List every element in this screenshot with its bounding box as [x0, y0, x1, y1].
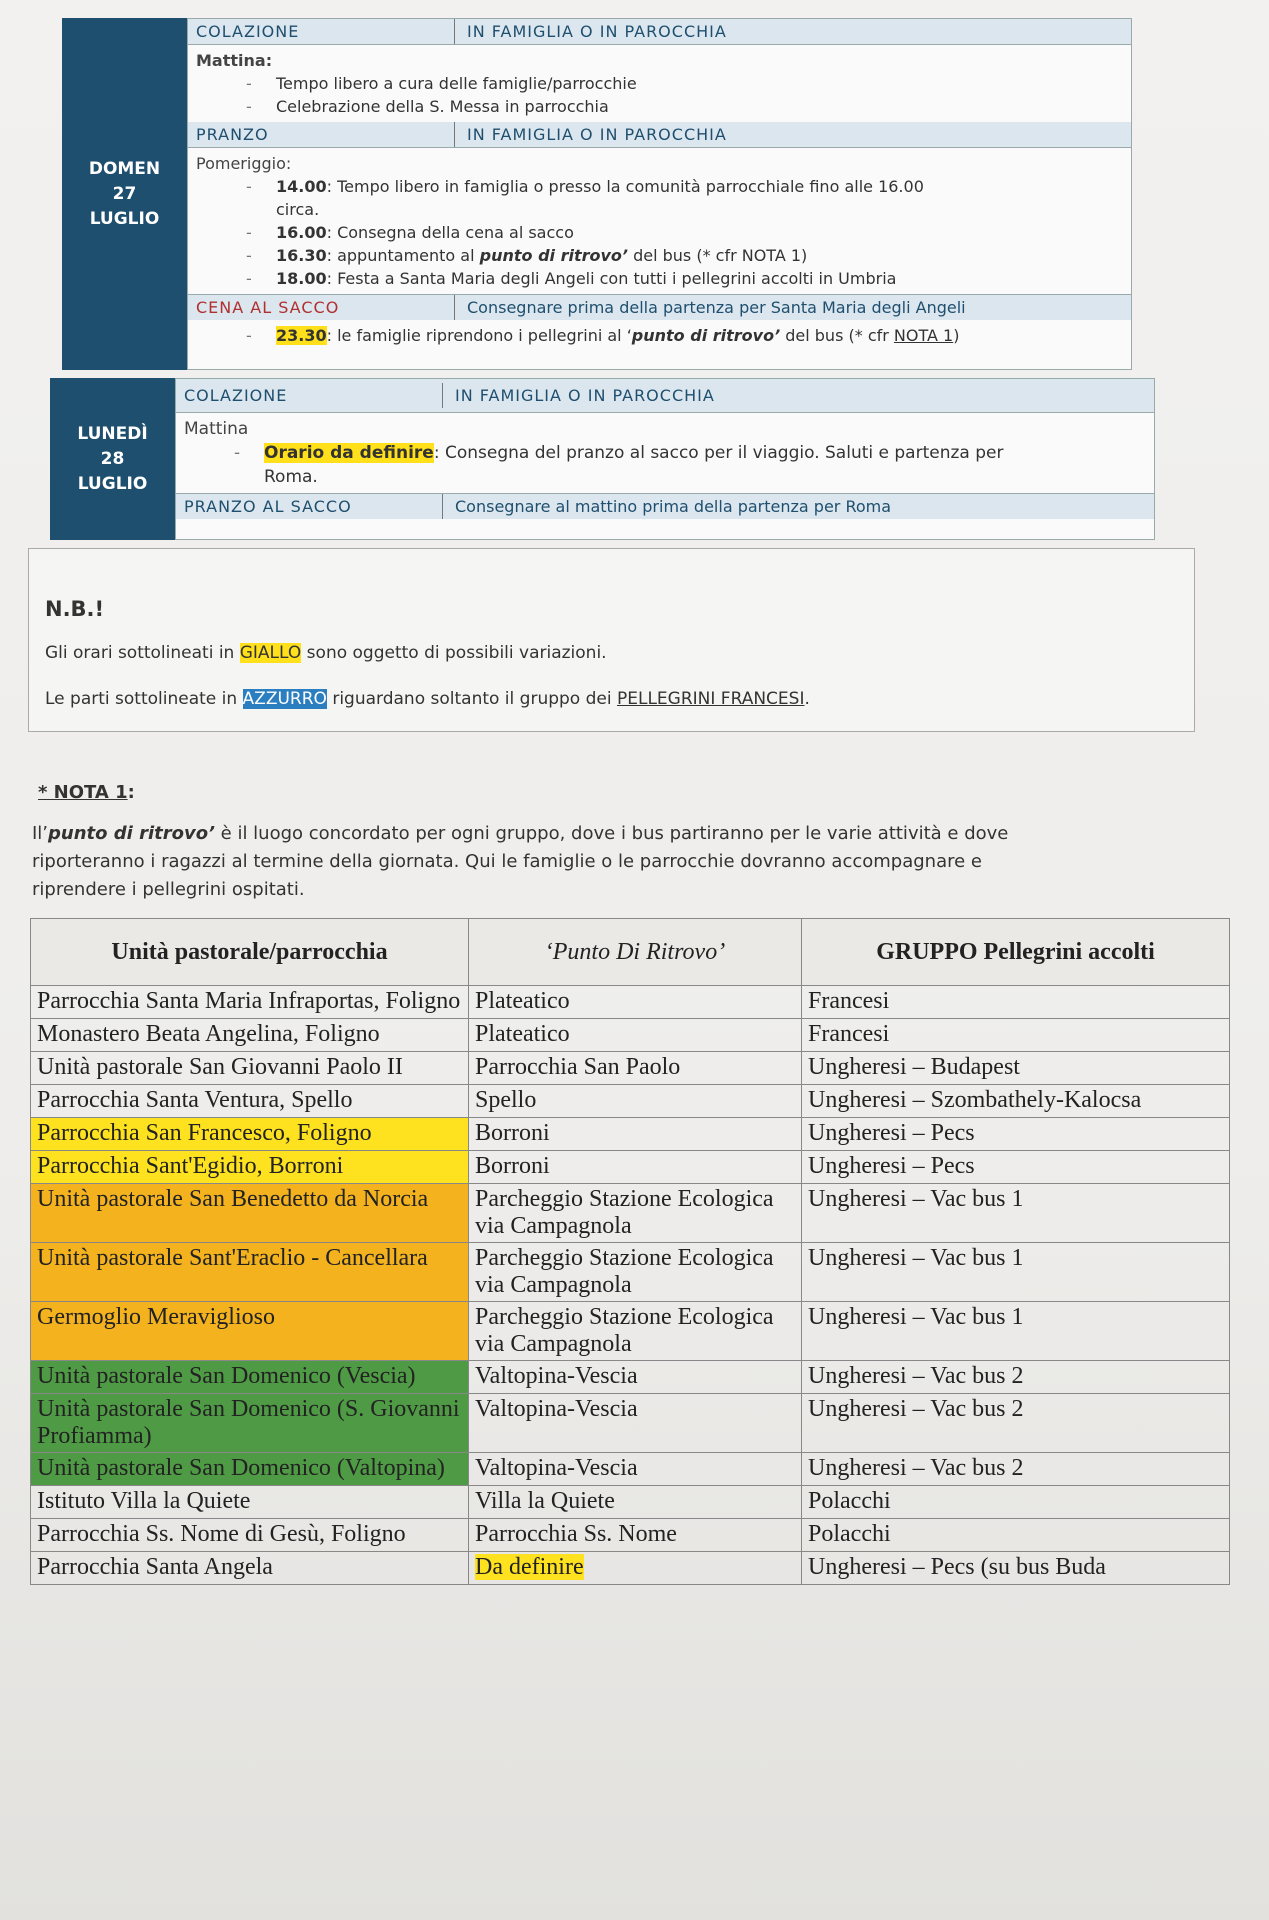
table-cell-unita: [31, 1361, 469, 1394]
text: Gli orari sottolineati in: [45, 643, 240, 663]
table-cell-unita: [31, 1151, 469, 1184]
table-cell-gruppo: [802, 1519, 1230, 1552]
cell-text: Unità pastorale San Domenico (S. Giovanni Profiamma): [37, 1396, 460, 1449]
table-cell-punto: [469, 1302, 802, 1361]
column-header: Unità pastorale/parrocchia: [31, 919, 469, 986]
cell-text: Unità pastorale San Domenico (Vescia): [37, 1363, 416, 1389]
cell-text: Valtopina-Vescia: [475, 1455, 638, 1481]
groups-table: [30, 918, 1230, 1585]
text: ): [953, 326, 960, 345]
table-row: [31, 1394, 1230, 1453]
cell-text: Ungheresi – Vac bus 1: [808, 1304, 1024, 1330]
table-cell-unita: [31, 1302, 469, 1361]
pranzo-row: [176, 493, 1154, 519]
day-label-sunday: [62, 18, 187, 370]
table-row: [31, 1552, 1230, 1585]
table-header-row: [31, 919, 1230, 986]
pomeriggio-section: [188, 148, 1131, 294]
colazione-row: [176, 379, 1154, 413]
table-row: [31, 1361, 1230, 1394]
table-cell-unita: [31, 986, 469, 1019]
mattina-section: [176, 413, 1154, 493]
cell-text: Parrocchia San Francesco, Foligno: [37, 1120, 372, 1146]
pranzo-row: [188, 122, 1131, 148]
cell-text: Valtopina-Vescia: [475, 1363, 638, 1389]
cell-text: Monastero Beata Angelina, Foligno: [37, 1021, 380, 1047]
table-cell-punto: [469, 1243, 802, 1302]
table-cell-unita: [31, 1019, 469, 1052]
table-cell-unita: [31, 1243, 469, 1302]
table-cell-gruppo: [802, 1361, 1230, 1394]
table-row: [31, 1453, 1230, 1486]
cell-text: Polacchi: [808, 1521, 891, 1547]
time: 16.30: [276, 246, 327, 265]
nota-line: [32, 820, 1232, 848]
table-cell-unita: [31, 1052, 469, 1085]
day-name: LUNEDÌ: [77, 423, 148, 444]
nota-link[interactable]: NOTA 1: [893, 326, 954, 345]
text: del bus (* cfr: [780, 326, 894, 345]
cell-text: Valtopina-Vescia: [475, 1396, 638, 1422]
cell-text: Villa la Quiete: [475, 1488, 615, 1514]
text: : Consegna del pranzo al sacco per il viaggio. Saluti e partenza per: [433, 443, 1004, 463]
table-cell-punto: [469, 1085, 802, 1118]
table-cell-punto: [469, 1394, 802, 1453]
table-row: [31, 1052, 1230, 1085]
pomeriggio-cont: circa.: [276, 200, 320, 219]
day-name: DOMEN: [88, 158, 161, 179]
table-cell-gruppo: [802, 1453, 1230, 1486]
table-cell-gruppo: [802, 1019, 1230, 1052]
mattina-item: [184, 441, 1146, 465]
nota-title-text: * NOTA 1: [38, 782, 128, 803]
cell-text: Plateatico: [475, 988, 570, 1014]
cell-text: Plateatico: [475, 1021, 570, 1047]
text: : Tempo libero in famiglia o presso la comunità parrocchiale fino alle 16.00: [326, 177, 924, 196]
colazione-label: COLAZIONE: [176, 383, 443, 408]
cell-text: Parrocchia San Paolo: [475, 1054, 681, 1080]
day-body: [175, 378, 1155, 540]
table-row: [31, 1486, 1230, 1519]
mattina-label: Mattina: [184, 419, 249, 439]
fine-section: [188, 320, 1131, 351]
table-cell-unita: [31, 1085, 469, 1118]
cell-text: Borroni: [475, 1120, 550, 1146]
mattina-label: Mattina:: [196, 51, 273, 70]
day-month: LUGLIO: [89, 208, 160, 229]
table-cell-gruppo: [802, 1052, 1230, 1085]
cell-text: Parrocchia Ss. Nome: [475, 1521, 677, 1547]
table-cell-gruppo: [802, 1151, 1230, 1184]
text: Le parti sottolineate in: [45, 689, 243, 709]
cell-text: Ungheresi – Vac bus 2: [808, 1363, 1024, 1389]
table-cell-gruppo: [802, 1085, 1230, 1118]
pomeriggio-label: Pomeriggio:: [196, 154, 292, 173]
colazione-value: IN FAMIGLIA O IN PAROCCHIA: [467, 22, 727, 41]
time-highlight: Orario da definire: [264, 443, 434, 463]
day-number: 27: [112, 183, 137, 204]
cell-text: Ungheresi – Vac bus 2: [808, 1455, 1024, 1481]
mattina-cont: Roma.: [264, 467, 318, 487]
table-cell-punto: [469, 1052, 802, 1085]
time-highlight: 23.30: [276, 326, 327, 345]
table-cell-gruppo: [802, 1552, 1230, 1585]
cell-text: Ungheresi – Pecs: [808, 1153, 975, 1179]
table-cell-gruppo: [802, 1394, 1230, 1453]
cell-text: Da definire: [475, 1554, 584, 1580]
mattina-item: - Celebrazione della S. Messa in parrocchia: [196, 95, 1123, 118]
mattina-section: [188, 45, 1131, 122]
nota-title: [38, 782, 135, 803]
table-cell-unita: [31, 1453, 469, 1486]
table-cell-unita: [31, 1118, 469, 1151]
cena-label: CENA AL SACCO: [188, 295, 455, 320]
nb-line-azzurro: [45, 689, 810, 709]
cena-value: Consegnare prima della partenza per Santa Maria degli Angeli: [467, 298, 966, 317]
text: : Festa a Santa Maria degli Angeli con tutti i pellegrini accolti in Umbria: [326, 269, 897, 288]
cell-text: Parcheggio Stazione Ecologica via Campagnola: [475, 1245, 774, 1298]
cell-text: Parrocchia Ss. Nome di Gesù, Foligno: [37, 1521, 406, 1547]
text: riguardano soltanto il gruppo dei: [326, 689, 617, 709]
table-cell-unita: [31, 1394, 469, 1453]
mattina-item: - Tempo libero a cura delle famiglie/parrocchie: [196, 72, 1123, 95]
cell-text: Germoglio Meraviglioso: [37, 1304, 275, 1330]
table-row: [31, 1151, 1230, 1184]
cell-text: Parrocchia Santa Angela: [37, 1554, 273, 1580]
cell-text: Unità pastorale San Domenico (Valtopina): [37, 1455, 445, 1481]
table-body: [31, 986, 1230, 1585]
table-row: [31, 1243, 1230, 1302]
cell-text: Parcheggio Stazione Ecologica via Campagnola: [475, 1186, 774, 1239]
table-cell-punto: [469, 1184, 802, 1243]
table-row: [31, 1302, 1230, 1361]
colazione-label: COLAZIONE: [188, 19, 455, 44]
text: : appuntamento al: [326, 246, 480, 265]
cell-text: Ungheresi – Pecs (su bus Buda: [808, 1554, 1106, 1580]
table-row: [31, 1019, 1230, 1052]
table-cell-punto: [469, 1118, 802, 1151]
day-month: LUGLIO: [77, 473, 148, 494]
text: : Consegna della cena al sacco: [326, 223, 574, 242]
table-row: [31, 1118, 1230, 1151]
cell-text: Unità pastorale San Giovanni Paolo II: [37, 1054, 403, 1080]
colazione-row: [188, 19, 1131, 45]
pranzo-label: PRANZO: [188, 122, 455, 147]
emphasis: punto di ritrovo’: [48, 823, 215, 844]
text: è il luogo concordato per ogni gruppo, dove i bus partiranno per le varie attività e dove: [214, 823, 1009, 844]
text: : le famiglie riprendono i pellegrini al ‘: [326, 326, 632, 345]
table-row: [31, 986, 1230, 1019]
cell-text: Ungheresi – Vac bus 1: [808, 1245, 1024, 1271]
cell-text: Parrocchia Santa Ventura, Spello: [37, 1087, 353, 1113]
cell-text: Parrocchia Santa Maria Infraportas, Foligno: [37, 988, 461, 1014]
pellegrini-francesi: PELLEGRINI FRANCESI: [616, 689, 805, 709]
azzurro-highlight: AZZURRO: [242, 689, 327, 709]
cell-text: Spello: [475, 1087, 537, 1113]
table-cell-punto: [469, 986, 802, 1019]
table-cell-punto: [469, 1019, 802, 1052]
table-cell-punto: [469, 1361, 802, 1394]
table-row: [31, 1085, 1230, 1118]
nb-box: [28, 548, 1195, 732]
text: .: [804, 689, 810, 709]
schedule-monday: [50, 378, 1155, 540]
cell-text: Unità pastorale Sant'Eraclio - Cancellara: [37, 1245, 428, 1271]
table-cell-unita: [31, 1486, 469, 1519]
schedule-sunday: [62, 18, 1132, 370]
cell-text: Parrocchia Sant'Egidio, Borroni: [37, 1153, 344, 1179]
nota-line: riprendere i pellegrini ospitati.: [32, 879, 305, 900]
text: Il’: [32, 823, 49, 844]
nb-line-giallo: [45, 643, 607, 663]
cell-text: Francesi: [808, 988, 890, 1014]
table-cell-punto: [469, 1519, 802, 1552]
nota-line: riporteranno i ragazzi al termine della giornata. Qui le famiglie o le parrocchie dovranno accompagnare e: [32, 851, 982, 872]
cell-text: Parcheggio Stazione Ecologica via Campagnola: [475, 1304, 774, 1357]
pomeriggio-item: [196, 267, 1123, 290]
text: del bus (* cfr NOTA 1): [627, 246, 808, 265]
cell-text: Ungheresi – Szombathely-Kalocsa: [808, 1087, 1142, 1113]
table-cell-unita: [31, 1519, 469, 1552]
table-cell-punto: [469, 1486, 802, 1519]
table-row: [31, 1519, 1230, 1552]
emphasis: punto di ritrovo’: [479, 246, 628, 265]
cell-text: Unità pastorale San Benedetto da Norcia: [37, 1186, 429, 1212]
table-cell-punto: [469, 1151, 802, 1184]
time: 16.00: [276, 223, 327, 242]
table-cell-gruppo: [802, 1118, 1230, 1151]
pranzo-value: IN FAMIGLIA O IN PAROCCHIA: [467, 125, 727, 144]
cell-text: Ungheresi – Vac bus 2: [808, 1396, 1024, 1422]
giallo-highlight: GIALLO: [239, 643, 302, 663]
table-cell-unita: [31, 1184, 469, 1243]
colazione-value: IN FAMIGLIA O IN PAROCCHIA: [455, 386, 715, 405]
cell-text: Ungheresi – Budapest: [808, 1054, 1020, 1080]
cell-text: Polacchi: [808, 1488, 891, 1514]
table-cell-gruppo: [802, 986, 1230, 1019]
table-cell-punto: [469, 1453, 802, 1486]
day-body: [187, 18, 1132, 370]
cell-text: Ungheresi – Pecs: [808, 1120, 975, 1146]
table-row: [31, 1184, 1230, 1243]
table-cell-punto: [469, 1552, 802, 1585]
nb-title: N.B.!: [45, 597, 105, 621]
time: 18.00: [276, 269, 327, 288]
pomeriggio-item: [196, 175, 1123, 198]
cena-row: [188, 294, 1131, 320]
day-label-monday: [50, 378, 175, 540]
pranzo-label: PRANZO AL SACCO: [176, 494, 443, 519]
cell-text: Borroni: [475, 1153, 550, 1179]
table-cell-unita: [31, 1552, 469, 1585]
table-cell-gruppo: [802, 1302, 1230, 1361]
column-header: GRUPPO Pellegrini accolti: [802, 919, 1230, 986]
day-number: 28: [100, 448, 125, 469]
pranzo-value: Consegnare al mattino prima della partenza per Roma: [455, 497, 892, 516]
table-cell-gruppo: [802, 1243, 1230, 1302]
text: sono oggetto di possibili variazioni.: [301, 643, 607, 663]
column-header: ‘Punto Di Ritrovo’: [469, 919, 802, 986]
table-cell-gruppo: [802, 1184, 1230, 1243]
cell-text: Francesi: [808, 1021, 890, 1047]
cell-text: Ungheresi – Vac bus 1: [808, 1186, 1024, 1212]
pomeriggio-item: [196, 244, 1123, 267]
nota-paragraph: [32, 820, 1232, 904]
pomeriggio-item: [196, 221, 1123, 244]
table-cell-gruppo: [802, 1486, 1230, 1519]
fine-item: [196, 324, 1123, 347]
emphasis: punto di ritrovo’: [631, 326, 781, 345]
cell-text: Istituto Villa la Quiete: [37, 1488, 251, 1514]
text: :: [127, 782, 135, 803]
time: 14.00: [276, 177, 327, 196]
